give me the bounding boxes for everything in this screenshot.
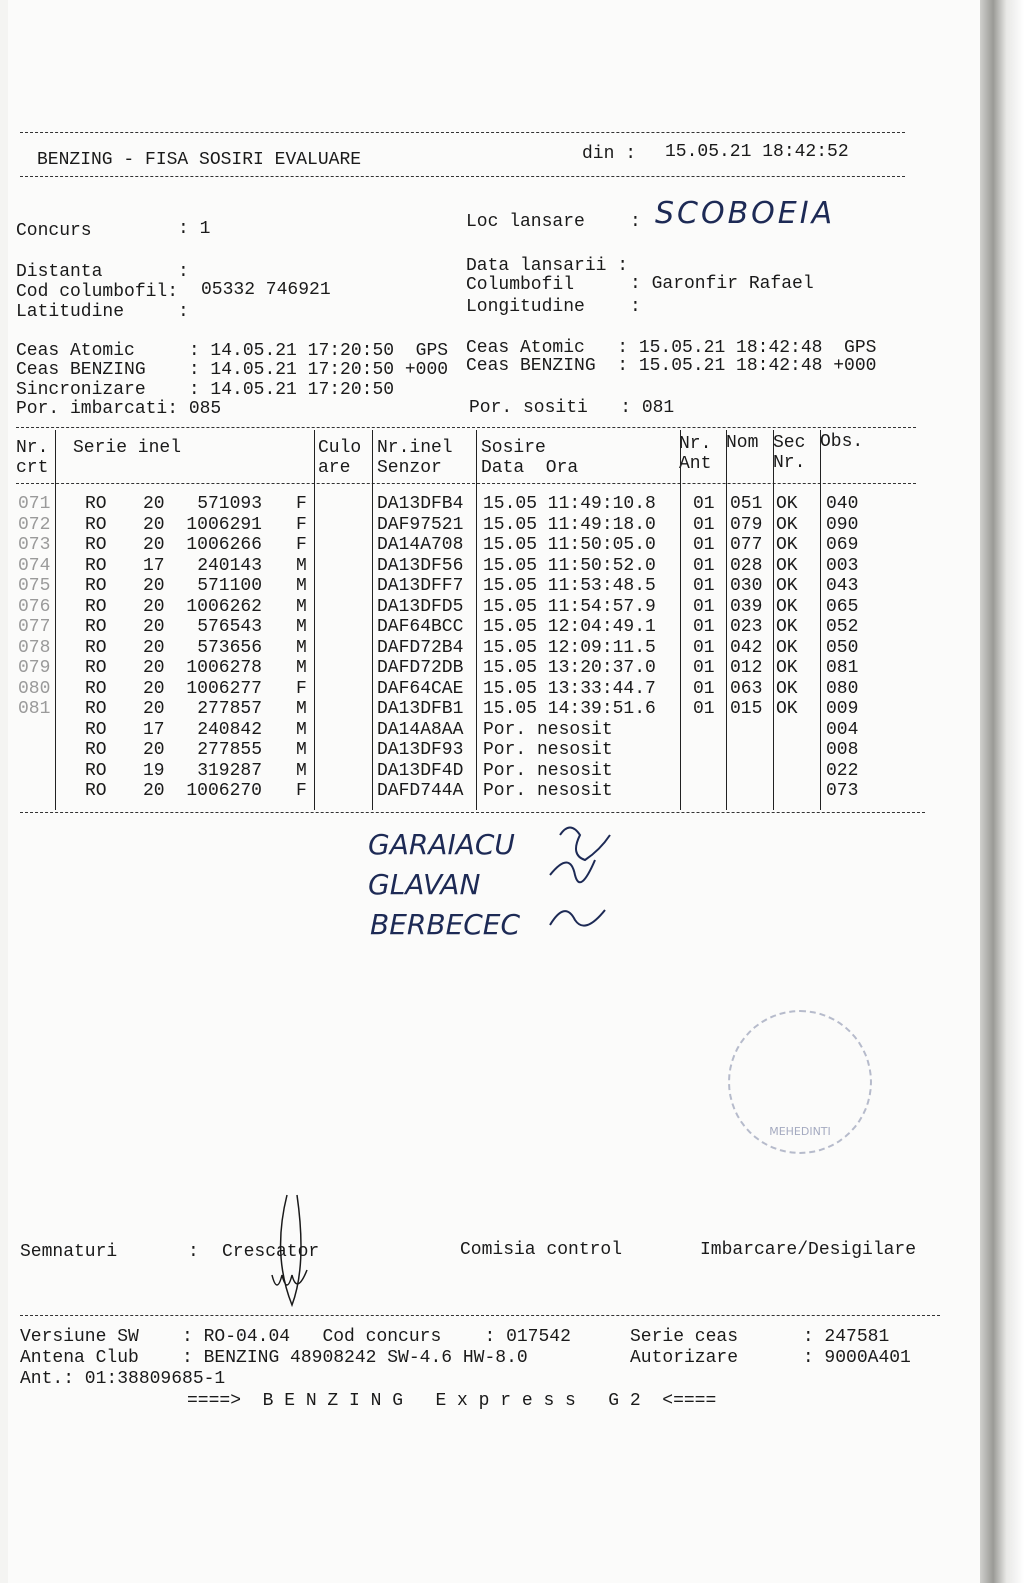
- row-sec: OK: [776, 637, 798, 658]
- porumbei-imbarcati: Por. imbarcati: 085: [16, 399, 222, 419]
- row-sex: M: [296, 740, 307, 760]
- imbarcare-label: Imbarcare/Desigilare: [700, 1240, 917, 1260]
- header-sosire: Sosire: [481, 438, 546, 458]
- report-date: 15.05.21 18:42:52: [665, 142, 849, 162]
- header-culoare-2: are: [318, 458, 351, 478]
- row-obs: 080: [826, 678, 859, 699]
- row-sex: F: [296, 535, 307, 555]
- row-year: 20: [143, 781, 165, 801]
- row-sec: OK: [776, 617, 798, 637]
- row-arrival: 15.05 11:49:10.8: [483, 494, 656, 514]
- row-nr: 071: [18, 494, 51, 514]
- row-year: 20: [143, 494, 165, 514]
- row-country: RO: [85, 658, 107, 678]
- row-sec: OK: [776, 596, 798, 617]
- sincronizare: Sincronizare : 14.05.21 17:20:50: [16, 380, 395, 400]
- row-nom: 030: [730, 576, 763, 596]
- row-year: 20: [143, 740, 165, 760]
- ceas-benzing-start: Ceas BENZING : 14.05.21 17:20:50 +000: [16, 360, 449, 380]
- ceas-atomic-start: Ceas Atomic : 14.05.21 17:20:50 GPS: [16, 341, 449, 361]
- row-ant: 01: [693, 658, 715, 678]
- header-serie-inel: Serie inel: [73, 438, 182, 458]
- row-nr: 073: [18, 535, 51, 555]
- semnaturi-separator: :: [188, 1242, 199, 1262]
- porumbei-sositi: Por. sositi : 081: [469, 398, 675, 418]
- row-country: RO: [85, 555, 107, 576]
- row-arrival: 15.05 11:49:18.0: [483, 514, 656, 535]
- antena-club: Antena Club : BENZING 48908242 SW-4.6 HW-8.0: [20, 1348, 528, 1368]
- row-arrival: 15.05 12:09:11.5: [483, 637, 656, 658]
- row-ring-number: 277857: [197, 699, 262, 719]
- header-sec-nr: Nr.: [773, 453, 806, 473]
- table-top-rule: [16, 427, 916, 428]
- latitudine-label: Latitudine: [16, 302, 125, 322]
- header-culoare: Culo: [318, 438, 362, 458]
- row-sensor: DA13DFB1: [377, 699, 464, 719]
- row-year: 20: [143, 699, 165, 719]
- comisia-control-label: Comisia control: [460, 1240, 623, 1260]
- report-title: BENZING - FISA SOSIRI EVALUARE: [37, 150, 362, 170]
- latitudine-value: :: [178, 302, 189, 322]
- row-sex: F: [296, 494, 307, 514]
- row-sensor: DAF64BCC: [377, 617, 464, 637]
- footer-rule: [20, 1315, 940, 1316]
- row-ant: 01: [693, 576, 715, 596]
- row-arrival: Por. nesosit: [483, 760, 613, 781]
- row-country: RO: [85, 781, 107, 801]
- loc-lansare-label: Loc lansare: [466, 212, 585, 232]
- row-obs: 008: [826, 740, 859, 760]
- row-obs: 043: [826, 576, 859, 596]
- concurs-value: : 1: [178, 219, 211, 239]
- row-ant: 01: [693, 494, 715, 514]
- header-ant: Ant: [679, 454, 712, 474]
- row-ring-number: 1006278: [186, 658, 262, 678]
- ceas-atomic-end: Ceas Atomic : 15.05.21 18:42:48 GPS: [466, 338, 877, 358]
- row-ring-number: 573656: [197, 637, 262, 658]
- distanta-value: :: [178, 262, 189, 282]
- row-obs: 040: [826, 494, 859, 514]
- header-nr-inel: Nr.inel: [377, 438, 453, 458]
- row-country: RO: [85, 719, 107, 740]
- row-ant: 01: [693, 637, 715, 658]
- longitudine-label: Longitudine: [466, 297, 585, 317]
- row-obs: 090: [826, 514, 859, 535]
- row-sex: F: [296, 514, 307, 535]
- row-arrival: 15.05 11:50:52.0: [483, 555, 656, 576]
- header-obs: Obs.: [820, 432, 864, 452]
- row-nr: 072: [18, 514, 51, 535]
- row-country: RO: [85, 535, 107, 555]
- semnaturi-label: Semnaturi: [20, 1242, 118, 1262]
- row-obs: 065: [826, 596, 859, 617]
- row-country: RO: [85, 596, 107, 617]
- table-header-rule: [16, 483, 916, 484]
- row-sec: OK: [776, 678, 798, 699]
- row-sensor: DA13DF93: [377, 740, 464, 760]
- row-nr: 081: [18, 699, 51, 719]
- row-ring-number: 240842: [197, 719, 262, 740]
- serie-ceas: Serie ceas : 247581: [630, 1327, 890, 1347]
- columbofil-value: : Garonfir Rafael: [630, 274, 814, 294]
- row-ring-number: 240143: [197, 555, 262, 576]
- official-stamp: MEHEDINTI: [728, 1010, 872, 1154]
- row-obs: 050: [826, 637, 859, 658]
- row-country: RO: [85, 576, 107, 596]
- row-arrival: Por. nesosit: [483, 740, 613, 760]
- antena-id: Ant.: 01:38809685-1: [20, 1369, 226, 1389]
- row-ring-number: 1006291: [186, 514, 262, 535]
- row-nom: 012: [730, 658, 763, 678]
- handwritten-signatures: [540, 815, 620, 945]
- autorizare: Autorizare : 9000A401: [630, 1348, 911, 1368]
- row-nom: 042: [730, 637, 763, 658]
- row-nr: 080: [18, 678, 51, 699]
- row-country: RO: [85, 678, 107, 699]
- crescator-signature: [262, 1190, 332, 1320]
- row-country: RO: [85, 494, 107, 514]
- crescator-label: Crescator: [222, 1242, 320, 1262]
- row-country: RO: [85, 637, 107, 658]
- row-nom: 023: [730, 617, 763, 637]
- row-ring-number: 571093: [197, 494, 262, 514]
- row-sensor: DA13DFD5: [377, 596, 464, 617]
- row-sensor: DAF97521: [377, 514, 464, 535]
- row-arrival: 15.05 11:53:48.5: [483, 576, 656, 596]
- row-ant: 01: [693, 617, 715, 637]
- row-sec: OK: [776, 576, 798, 596]
- row-obs: 003: [826, 555, 859, 576]
- row-ring-number: 1006266: [186, 535, 262, 555]
- row-arrival: 15.05 11:54:57.9: [483, 596, 656, 617]
- row-nom: 079: [730, 514, 763, 535]
- row-year: 20: [143, 658, 165, 678]
- loc-lansare-handwritten: SCOBOEIA: [655, 196, 836, 231]
- row-sex: M: [296, 719, 307, 740]
- row-arrival: 15.05 13:20:37.0: [483, 658, 656, 678]
- row-nom: 077: [730, 535, 763, 555]
- row-year: 17: [143, 719, 165, 740]
- row-year: 20: [143, 617, 165, 637]
- row-sec: OK: [776, 658, 798, 678]
- benzing-banner: ====> B E N Z I N G E x p r e s s G 2 <====: [187, 1391, 717, 1411]
- row-sec: OK: [776, 555, 798, 576]
- row-ring-number: 1006262: [186, 596, 262, 617]
- row-sex: M: [296, 596, 307, 617]
- row-arrival: 15.05 14:39:51.6: [483, 699, 656, 719]
- row-ant: 01: [693, 555, 715, 576]
- distanta-label: Distanta: [16, 262, 103, 282]
- header-sec: Sec: [773, 433, 806, 453]
- row-ring-number: 571100: [197, 576, 262, 596]
- row-year: 20: [143, 514, 165, 535]
- row-obs: 022: [826, 760, 859, 781]
- row-sex: M: [296, 658, 307, 678]
- row-obs: 004: [826, 719, 859, 740]
- row-ring-number: 319287: [197, 760, 262, 781]
- row-sensor: DA14A8AA: [377, 719, 464, 740]
- row-year: 20: [143, 576, 165, 596]
- row-sensor: DAFD72B4: [377, 637, 464, 658]
- row-sex: F: [296, 781, 307, 801]
- row-obs: 052: [826, 617, 859, 637]
- row-obs: 073: [826, 781, 859, 801]
- row-nr: 079: [18, 658, 51, 678]
- row-sensor: DA13DFF7: [377, 576, 464, 596]
- row-year: 19: [143, 760, 165, 781]
- row-arrival: 15.05 11:50:05.0: [483, 535, 656, 555]
- row-year: 20: [143, 637, 165, 658]
- row-year: 20: [143, 535, 165, 555]
- handwritten-name-1: GARAIACU: [368, 828, 515, 861]
- row-nr: 075: [18, 576, 51, 596]
- row-obs: 081: [826, 658, 859, 678]
- page-edge-shadow: [980, 0, 1024, 1583]
- row-ring-number: 277855: [197, 740, 262, 760]
- row-arrival: 15.05 13:33:44.7: [483, 678, 656, 699]
- row-nom: 015: [730, 699, 763, 719]
- row-sex: M: [296, 555, 307, 576]
- row-ant: 01: [693, 699, 715, 719]
- row-year: 17: [143, 555, 165, 576]
- report-date-label: din :: [582, 144, 637, 164]
- data-lansarii-label: Data lansarii :: [466, 256, 629, 276]
- ceas-benzing-end: Ceas BENZING : 15.05.21 18:42:48 +000: [466, 356, 877, 376]
- row-sensor: DA13DFB4: [377, 494, 464, 514]
- row-ring-number: 1006277: [186, 678, 262, 699]
- row-sensor: DAFD744A: [377, 781, 464, 801]
- row-sensor: DA13DF4D: [377, 760, 464, 781]
- table-bottom-rule: [20, 812, 925, 813]
- header-bottom-rule: [20, 176, 905, 177]
- row-arrival: Por. nesosit: [483, 719, 613, 740]
- row-nom: 051: [730, 494, 763, 514]
- versiune-sw: Versiune SW : RO-04.04 Cod concurs : 017542: [20, 1327, 571, 1347]
- row-country: RO: [85, 699, 107, 719]
- row-sensor: DAF64CAE: [377, 678, 464, 699]
- handwritten-name-3: BERBECEC: [370, 908, 521, 941]
- cod-columbofil-label: Cod columbofil:: [16, 282, 179, 302]
- row-sec: OK: [776, 514, 798, 535]
- row-nr: 078: [18, 637, 51, 658]
- row-ant: 01: [693, 535, 715, 555]
- row-sex: M: [296, 637, 307, 658]
- row-sensor: DA13DF56: [377, 555, 464, 576]
- cod-columbofil-value: 05332 746921: [201, 280, 331, 300]
- header-crt: crt: [16, 458, 49, 478]
- row-sex: M: [296, 576, 307, 596]
- row-ant: 01: [693, 678, 715, 699]
- row-country: RO: [85, 760, 107, 781]
- row-sec: OK: [776, 699, 798, 719]
- row-country: RO: [85, 514, 107, 535]
- row-arrival: Por. nesosit: [483, 781, 613, 801]
- row-sex: M: [296, 760, 307, 781]
- row-obs: 009: [826, 699, 859, 719]
- row-nr: 074: [18, 555, 51, 576]
- row-ring-number: 576543: [197, 617, 262, 637]
- row-nom: 039: [730, 596, 763, 617]
- row-ant: 01: [693, 514, 715, 535]
- row-year: 20: [143, 596, 165, 617]
- row-nr: 077: [18, 617, 51, 637]
- header-data-ora: Data Ora: [481, 458, 579, 478]
- row-nom: 063: [730, 678, 763, 699]
- handwritten-name-2: GLAVAN: [368, 868, 481, 901]
- row-sensor: DAFD72DB: [377, 658, 464, 678]
- row-year: 20: [143, 678, 165, 699]
- row-arrival: 15.05 12:04:49.1: [483, 617, 656, 637]
- header-senzor: Senzor: [377, 458, 442, 478]
- header-nr: Nr.: [16, 438, 49, 458]
- row-ant: 01: [693, 596, 715, 617]
- row-country: RO: [85, 740, 107, 760]
- header-nr-ant: Nr.: [679, 434, 712, 454]
- row-country: RO: [85, 617, 107, 637]
- row-nr: 076: [18, 596, 51, 617]
- row-sex: M: [296, 699, 307, 719]
- row-ring-number: 1006270: [186, 781, 262, 801]
- row-sec: OK: [776, 535, 798, 555]
- header-nom: Nom: [726, 433, 759, 453]
- concurs-label: Concurs: [16, 221, 92, 241]
- row-sensor: DA14A708: [377, 535, 464, 555]
- columbofil-label: Columbofil: [466, 275, 575, 295]
- longitudine-value: :: [630, 297, 641, 317]
- row-sex: F: [296, 678, 307, 699]
- row-obs: 069: [826, 535, 859, 555]
- row-sex: M: [296, 617, 307, 637]
- row-nom: 028: [730, 555, 763, 576]
- header-top-rule: [20, 132, 905, 133]
- row-sec: OK: [776, 494, 798, 514]
